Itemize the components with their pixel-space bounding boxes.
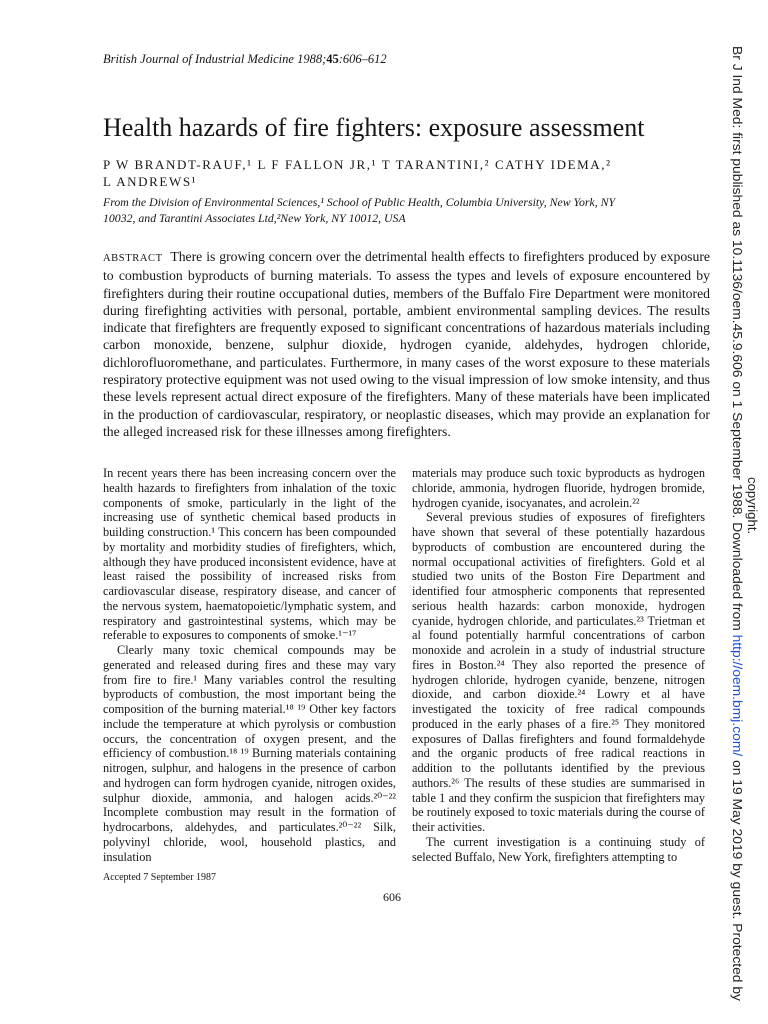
affiliation-line-2: 10032, and Tarantini Associates Ltd,²New York, NY 10012, USA [103, 210, 406, 225]
accepted-date: Accepted 7 September 1987 [103, 872, 217, 883]
watermark-line-1 [730, 46, 745, 1001]
download-watermark [724, 38, 768, 1018]
article-title: Health hazards of fire fighters: exposure assessment [103, 113, 645, 142]
journal-name: British Journal of Industrial Medicine [103, 52, 294, 66]
journal-year: 1988; [297, 52, 327, 66]
author-line-1: P W BRANDT-RAUF,¹ L F FALLON JR,¹ T TARANTINI,² CATHY IDEMA,² [103, 157, 612, 172]
affiliation [103, 195, 708, 226]
abstract-text: There is growing concern over the detrimental health effects to firefighters produced by exposure to combustion byproducts of burning materials. To assess the types and levels of exposure encountered by firefighters during their routine occupational duties, members of the Buffalo Fire Department were monitored during firefighting activities with personal, portable, ambient environmental sampling devices. The results indicate that firefighters are frequently exposed to significant concentrations of hazardous materials including carbon monoxide, benzene, sulphur dioxide, hydrogen cyanide, aldehydes, hydrogen chloride, dichlorofluoromethane, and particulates. Furthermore, in many cases of the worst exposure to these materials respiratory protective equipment was not used owing to the visual impression of low smoke intensity, and thus these levels represent actual direct exposure of the firefighters. Many of these materials have been implicated in the production of cardiovascular, respiratory, or neoplastic diseases, which may provide an explanation for the alleged increased risk for these illnesses among firefighters. [103, 249, 710, 439]
affiliation-line-1: From the Division of Environmental Sciences,¹ School of Public Health, Columbia University, New York, NY [103, 195, 616, 209]
watermark-link[interactable]: http://oem.bmj.com/ [730, 634, 745, 751]
body-column-left [103, 466, 396, 864]
paragraph: Several previous studies of exposures of firefighters have shown that several of these potentially hazardous byproducts of combustion are encountered during the normal occupational activities of firefighters. Gold et al studied two units of the Boston Fire Department and identified four atmospheric components that represented serious health hazards: carbon monoxide, hydrogen cyanide, hydrogen chloride, and particulates.²³ Trietman et al found potentially harmful concentrations of carbon monoxide and acrolein in a study of industrial structure fires in Boston.²⁴ They also reported the presence of hydrogen chloride, hydrogen cyanide, benzene, nitrogen dioxide, and carbon dioxide.²⁴ Lowry et al have investigated the toxicity of free radical compounds produced in the early phases of a fire.²⁵ They monitored exposures of Dallas firefighters and found formaldehyde and the organic products of free radical reactions in addition to the pollutants identified by the previous authors.²⁶ The results of these studies are summarised in table 1 and they confirm the suspicion that firefighters may be routinely exposed to toxic materials during the course of their activities. [412, 510, 705, 834]
paragraph: Clearly many toxic chemical compounds may be generated and released during fires and these may vary from fire to fire.¹ Many variables control the resulting byproducts of combustion, the most important being the composition of the burning material.¹⁸ ¹⁹ Other key factors include the temperature at which pyrolysis or combustion occurs, the concentration of oxygen present, and the efficiency of combustion.¹⁸ ¹⁹ Burning materials containing nitrogen, sulphur, and halogens in the presence of carbon and hydrogen can form hydrogen cyanide, nitrogen oxides, sulphur dioxide, ammonia, and halogen acids.²⁰⁻²² Incomplete combustion may result in the formation of hydrocarbons, aldehydes, and particulates.²⁰⁻²² Silk, polyvinyl chloride, wool, household plastics, and insulation [103, 643, 396, 864]
journal-citation [103, 52, 387, 67]
watermark-line-2: copyright. [745, 477, 760, 535]
author-line-2: L ANDREWS¹ [103, 174, 198, 189]
paragraph: materials may produce such toxic byproducts as hydrogen chloride, ammonia, hydrogen fluoride, hydrogen bromide, hydrogen cyanide, isocyanates, and acrolein.²² [412, 466, 705, 510]
abstract-label: ABSTRACT [103, 253, 163, 264]
paragraph: In recent years there has been increasing concern over the health hazards to firefighters from inhalation of the toxic components of smoke, particularly in the light of the increasing use of synthetic chemical based products in building construction.¹ This concern has been compounded by mortality and morbidity studies of firefighters, which, although they have produced inconsistent evidence, have at least raised the possibility of increased risks from cardiovascular disease, respiratory disease, and cancer of the nervous system, haematopoietic/lymphatic system, and respiratory and gastrointestinal systems, which may be referable to exposures to components of smoke.¹⁻¹⁷ [103, 466, 396, 643]
abstract [103, 248, 710, 440]
paragraph: The current investigation is a continuing study of selected Buffalo, New York, firefighters attempting to [412, 834, 705, 864]
watermark-text-before: Br J Ind Med: first published as 10.1136/oem.45.9.606 on 1 September 1988. Downloaded from [730, 46, 745, 607]
journal-volume: 45 [326, 52, 339, 66]
watermark-svg [724, 38, 768, 1018]
watermark-text-after: on 19 May 2019 by guest. Protected by [730, 756, 745, 990]
page-number: 606 [383, 890, 401, 904]
body-column-right [412, 466, 705, 864]
author-list [103, 156, 713, 190]
journal-pages: :606–612 [338, 52, 387, 66]
